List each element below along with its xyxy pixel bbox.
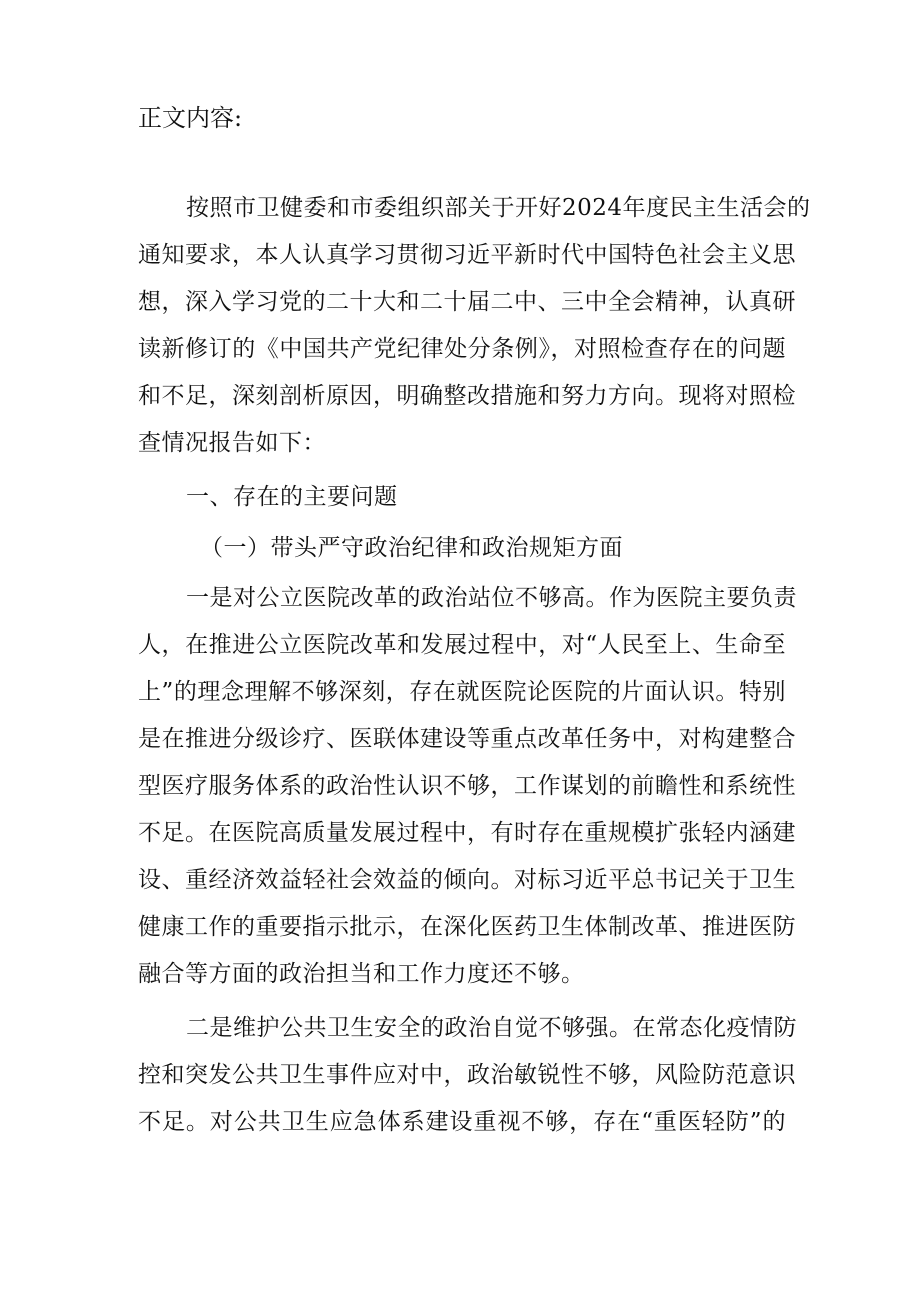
intro-line-5: 和不足，深刻剖析原因，明确整改措施和努力方向。现将对照检 [138,383,796,409]
para1-line-2: 人，在推进公立医院改革和发展过程中，对“人民至上、生命至 [138,632,786,658]
para1-line-4: 是在推进分级诊疗、医联体建设等重点改革任务中，对构建整合 [138,726,796,752]
intro-line-3: 想，深入学习党的二十大和二十届二中、三中全会精神，认真研 [138,289,796,315]
intro-line-1: 按照市卫健委和市委组织部关于开好2024年度民主生活会的 [186,195,811,221]
para1-line-7: 设、重经济效益轻社会效益的倾向。对标习近平总书记关于卫生 [138,867,796,893]
intro-line-4: 读新修订的《中国共产党纪律处分条例》，对照检查存在的问题 [138,336,786,362]
para1-line-8: 健康工作的重要指示批示，在深化医药卫生体制改革、推进医防 [138,914,796,940]
para1-line-3: 上”的理念理解不够深刻，存在就医院论医院的片面认识。特别 [138,679,786,705]
intro-line-2: 通知要求，本人认真学习贯彻习近平新时代中国特色社会主义思 [138,242,796,268]
para1-line-9: 融合等方面的政治担当和工作力度还不够。 [138,961,585,987]
para1-line-6: 不足。在医院高质量发展过程中，有时存在重规模扩张轻内涵建 [138,820,796,846]
content-label: 正文内容: [138,104,243,132]
subsection-1-title: （一）带头严守政治纪律和政治规矩方面 [200,535,623,561]
para2-line-3: 不足。对公共卫生应急体系建设重视不够，存在“重医轻防”的 [138,1109,786,1135]
para1-line-5: 型医疗服务体系的政治性认识不够，工作谋划的前瞻性和系统性 [138,773,796,799]
para2-line-2: 控和突发公共卫生事件应对中，政治敏锐性不够，风险防范意识 [138,1062,796,1088]
para2-line-1: 二是维护公共卫生安全的政治自觉不够强。在常态化疫情防 [186,1015,797,1041]
intro-line-6: 查情况报告如下： [138,430,326,456]
para1-line-1: 一是对公立医院改革的政治站位不够高。作为医院主要负责 [186,585,797,611]
section-1-title: 一、存在的主要问题 [186,484,398,510]
